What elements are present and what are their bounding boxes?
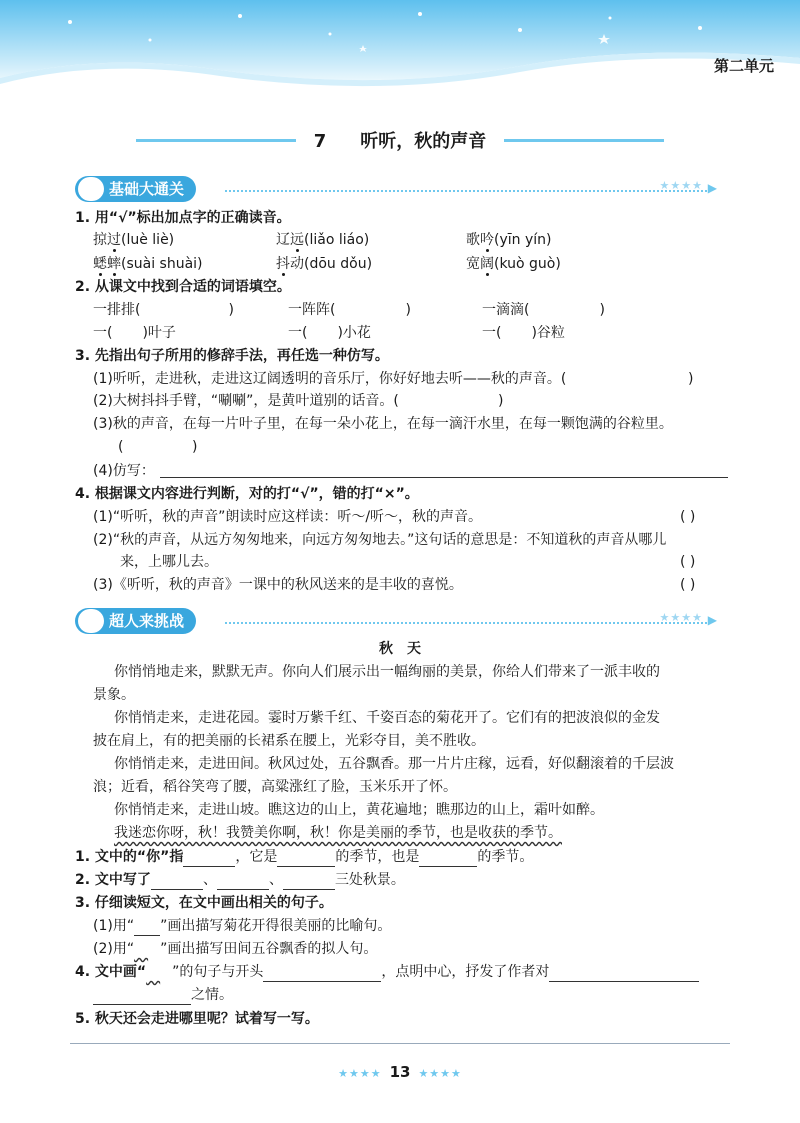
arrow-right-icon: ▶	[707, 181, 717, 195]
sentence-3: (3)秋的声音，在每一片叶子里，在每一朵小花上，在每一滴汗水里，在每一颗饱满的谷粒里。	[93, 416, 673, 432]
passage-p4: 你悄悄走来，走进山坡。瞧这边的山上，黄花遍地；瞧那边的山上，霜叶如醉。	[114, 802, 604, 818]
judge-3: (3)《听听，秋的声音》一课中的秋风送来的是丰收的喜悦。	[93, 577, 463, 593]
passage-question-3: 3. 仔细读短文，在文中画出相关的句子。	[75, 895, 333, 911]
pinyin-item: 辽远(liǎo liáo)	[276, 232, 370, 248]
answer-blank[interactable]	[263, 965, 381, 982]
answer-blank[interactable]	[151, 873, 203, 890]
lesson-heading	[136, 127, 664, 153]
question-1: 1. 用“√”标出加点字的正确读音。	[75, 210, 291, 226]
judge-1: (1)“听听，秋的声音”朗读时应这样读：听～/听～，秋的声音。	[93, 509, 483, 525]
answer-paren-open: (	[118, 439, 124, 455]
stars-icon: ★★★★	[659, 611, 703, 624]
fill-item: 一( )小花	[288, 325, 371, 341]
section-challenge-header	[75, 604, 725, 638]
passage-question-5: 5. 秋天还会走进哪里呢？试着写一写。	[75, 1011, 319, 1027]
section-badge	[75, 608, 196, 634]
lesson-name: 听听，秋的声音	[360, 131, 487, 152]
page-number-row	[0, 1063, 800, 1081]
lesson-number: 7	[313, 131, 327, 152]
answer-blank[interactable]	[283, 873, 335, 890]
judge-answer-paren[interactable]: ( )	[680, 554, 696, 570]
pinyin-item: 掠过(luè liè)	[93, 232, 175, 248]
section-badge	[75, 176, 196, 202]
stars-icon: ★★★★	[338, 1067, 382, 1080]
passage-question-3-2: (2)用“​ ”画出描写田间五谷飘香的拟人句。	[93, 941, 378, 957]
unit-label: 第二单元	[713, 57, 774, 75]
passage-title: 秋 天	[379, 641, 421, 657]
imitate-label: (4)仿写：	[93, 463, 155, 479]
judge-2: (2)“秋的声音，从远方匆匆地来，向远方匆匆地去。”这句话的意思是：不知道秋的声音从哪儿	[93, 532, 667, 548]
passage-question-4-cont: 之情。	[93, 985, 233, 1005]
stars-icon: ★★★★	[659, 179, 703, 192]
passage-question-1: 1. 文中的“你”指 ，它是 的季节，也是 的季节。	[75, 849, 534, 865]
ufo-badge-icon	[78, 609, 104, 633]
question-3: 3. 先指出句子所用的修辞手法，再任选一种仿写。	[75, 348, 389, 364]
dotted-rule	[225, 190, 707, 192]
passage-p5: 我迷恋你呀，秋！我赞美你啊，秋！你是美丽的季节，也是收获的季节。	[114, 825, 562, 841]
passage-question-3-1: (1)用“ ”画出描写菊花开得很美丽的比喻句。	[93, 918, 392, 934]
pinyin-item: 抖动(dōu dǒu)	[276, 256, 373, 272]
section-badge-label: 基础大通关	[109, 180, 185, 198]
fill-item: 一( )叶子	[93, 325, 176, 341]
passage-p3-cont: 浪；近看，稻谷笑弯了腰，高粱涨红了脸，玉米乐开了怀。	[93, 779, 457, 795]
pinyin-item: 蟋蟀(suài shuài)	[93, 256, 203, 272]
section-badge-label: 超人来挑战	[109, 612, 185, 630]
answer-blank[interactable]	[277, 850, 335, 867]
question-4: 4. 根据课文内容进行判断，对的打“√”，错的打“×”。	[75, 486, 419, 502]
lesson-title	[136, 123, 664, 155]
answer-blank[interactable]	[419, 850, 477, 867]
passage-p2-cont: 披在肩上，有的把美丽的长裙系在腰上，光彩夺目，美不胜收。	[93, 733, 485, 749]
answer-blank[interactable]	[93, 988, 191, 1005]
page-number: 13	[389, 1063, 411, 1081]
answer-blank[interactable]	[183, 850, 235, 867]
fill-item: 一滴滴( )	[482, 302, 605, 318]
fill-item: 一( )谷粒	[482, 325, 565, 341]
fill-item: 一排排( )	[93, 302, 234, 318]
judge-answer-paren[interactable]: ( )	[680, 577, 696, 593]
dotted-rule	[225, 622, 707, 624]
passage-p1-cont: 景象。	[93, 687, 135, 703]
sentence-2: (2)大树抖抖手臂，“唰唰”，是黄叶道别的话音。(	[93, 393, 399, 409]
answer-blank[interactable]	[217, 873, 269, 890]
passage-p3: 你悄悄走来，走进田间。秋风过处，五谷飘香。那一片片庄稼，远看，好似翻滚着的千层波	[114, 756, 674, 772]
passage-question-2: 2. 文中写了 、 、 三处秋景。	[75, 872, 405, 888]
passage-question-4: 4. 文中画“ ”的句子与开头 ，点明中心，抒发了作者对	[75, 962, 699, 982]
answer-paren-close: )	[192, 439, 198, 455]
stars-icon: ★★★★	[418, 1067, 462, 1080]
fill-item: 一阵阵( )	[288, 302, 411, 318]
header-banner	[0, 0, 800, 95]
star-badge-icon	[78, 177, 104, 201]
pinyin-item: 宽阔(kuò guò)	[466, 256, 561, 272]
pinyin-item: 歌吟(yīn yín)	[466, 232, 552, 248]
judge-2-cont: 来，上哪儿去。	[120, 554, 218, 570]
passage-p1: 你悄悄地走来，默默无声。你向人们展示出一幅绚丽的美景，你给人们带来了一派丰收的	[114, 664, 660, 680]
answer-paren-close: )	[498, 393, 504, 409]
imitate-answer-line[interactable]	[160, 477, 728, 478]
passage-p2: 你悄悄走来，走进花园。霎时万紫千红、千姿百态的菊花开了。它们有的把波浪似的金发	[114, 710, 660, 726]
banner-background	[0, 0, 800, 95]
judge-answer-paren[interactable]: ( )	[680, 509, 696, 525]
sentence-1: (1)听听，走进秋，走进这辽阔透明的音乐厅，你好好地去听——秋的声音。(	[93, 371, 567, 387]
section-basic-header	[75, 172, 725, 206]
question-2: 2. 从课文中找到合适的词语填空。	[75, 279, 291, 295]
answer-blank[interactable]	[549, 965, 699, 982]
footer-rule	[70, 1043, 730, 1044]
answer-paren-close: )	[688, 371, 694, 387]
arrow-right-icon: ▶	[707, 613, 717, 627]
